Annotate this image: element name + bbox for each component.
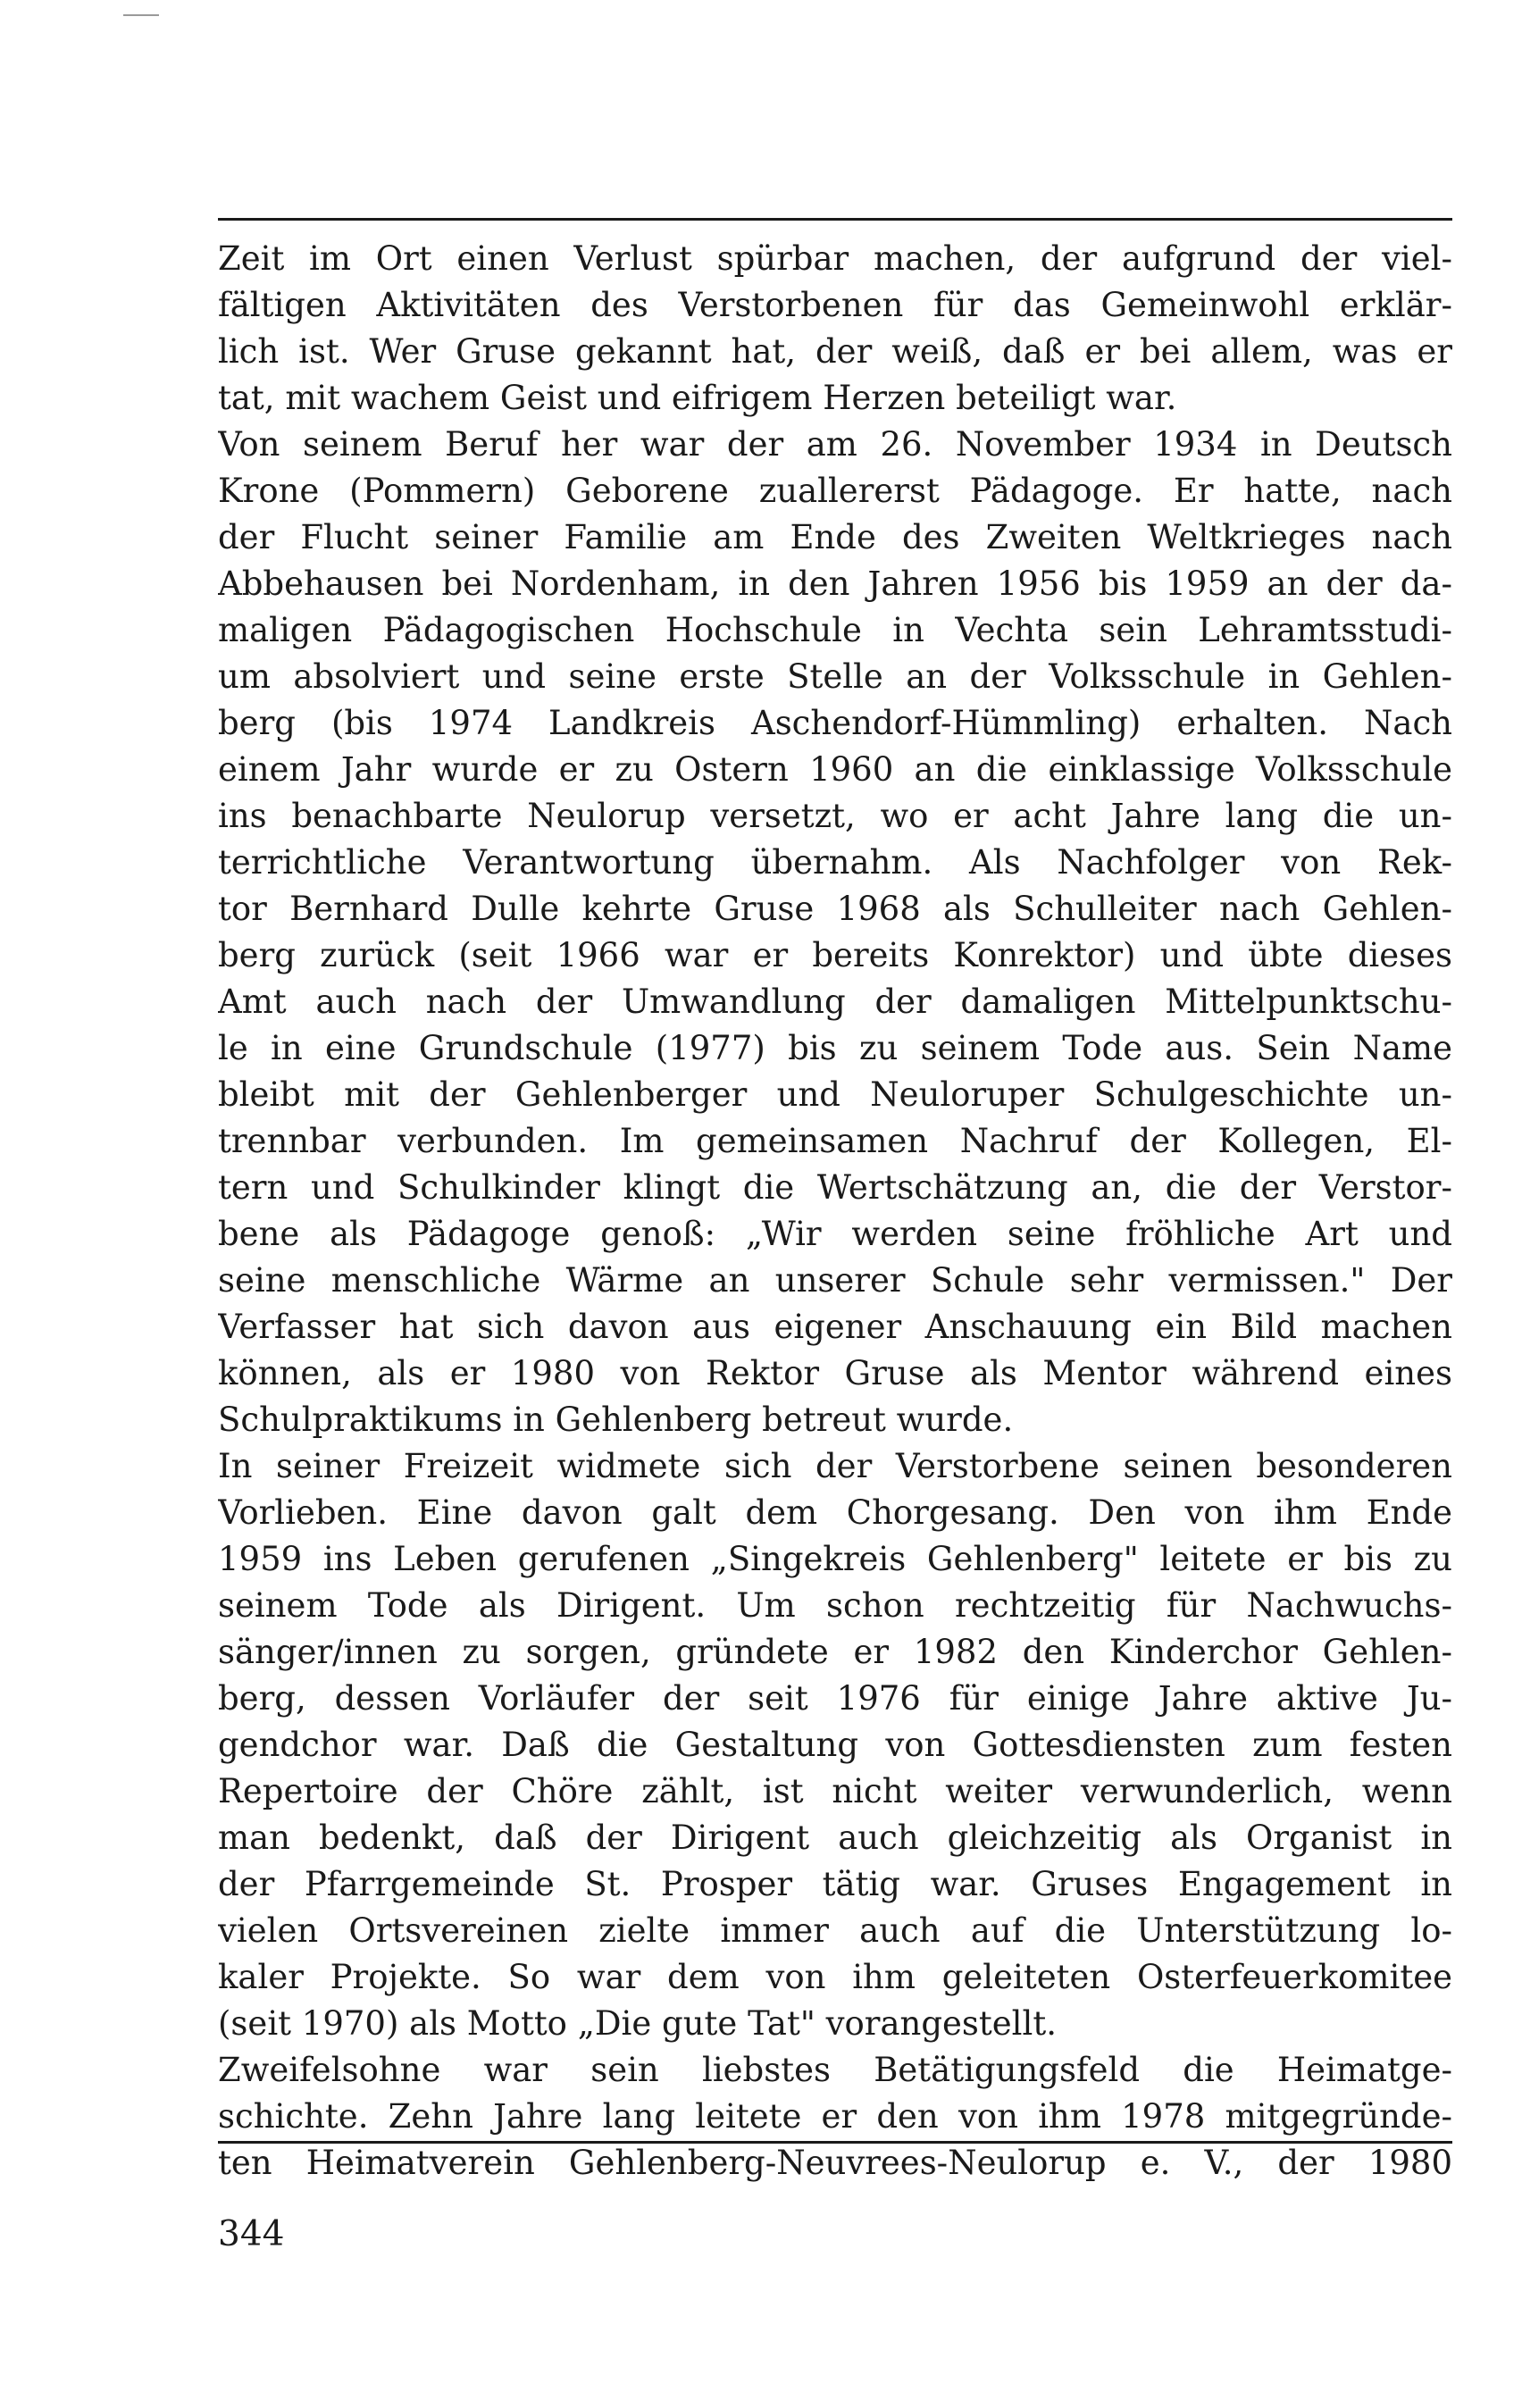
text-line: (seit 1970) als Motto „Die gute Tat" vorangestellt. bbox=[218, 2004, 1057, 2043]
text-line: Abbehausen bei Nordenham, in den Jahren 1956 bis 1959 an der da- bbox=[218, 564, 1452, 603]
text-line: berg (bis 1974 Landkreis Aschendorf-Hümmling) erhalten. Nach bbox=[218, 704, 1452, 742]
text-line: schichte. Zehn Jahre lang leitete er den von ihm 1978 mitgegründe- bbox=[218, 2097, 1452, 2136]
text-line: trennbar verbunden. Im gemeinsamen Nachruf der Kollegen, El- bbox=[218, 1122, 1452, 1160]
text-line: sänger/innen zu sorgen, gründete er 1982 den Kinderchor Gehlen- bbox=[218, 1633, 1452, 1671]
text-line: gendchor war. Daß die Gestaltung von Gottesdiensten zum festen bbox=[218, 1726, 1452, 1764]
text-line: ins benachbarte Neulorup versetzt, wo er acht Jahre lang die un- bbox=[218, 797, 1452, 835]
text-line: terrichtliche Verantwortung übernahm. Als Nachfolger von Rek- bbox=[218, 843, 1452, 882]
footer-rule bbox=[218, 2141, 1452, 2144]
scan-corner-mark bbox=[123, 14, 159, 16]
text-line: kaler Projekte. So war dem von ihm geleiteten Osterfeuerkomitee bbox=[218, 1958, 1452, 1996]
text-line: tat, mit wachem Geist und eifrigem Herzen beteiligt war. bbox=[218, 379, 1177, 417]
text-line: berg zurück (seit 1966 war er bereits Konrektor) und übte dieses bbox=[218, 936, 1452, 974]
text-line: bene als Pädagoge genoß: „Wir werden seine fröhliche Art und bbox=[218, 1215, 1452, 1253]
page-number: 344 bbox=[218, 2214, 285, 2254]
text-line: Repertoire der Chöre zählt, ist nicht weiter verwunderlich, wenn bbox=[218, 1772, 1452, 1810]
text-line: Krone (Pommern) Geborene zuallererst Pädagoge. Er hatte, nach bbox=[218, 472, 1452, 510]
text-line: seinem Tode als Dirigent. Um schon rechtzeitig für Nachwuchs- bbox=[218, 1586, 1452, 1625]
text-line: maligen Pädagogischen Hochschule in Vechta sein Lehramtsstudi- bbox=[218, 611, 1452, 649]
text-line: Amt auch nach der Umwandlung der damaligen Mittelpunktschu- bbox=[218, 982, 1452, 1021]
text-line: seine menschliche Wärme an unserer Schule sehr vermissen." Der bbox=[218, 1261, 1452, 1300]
text-line: der Flucht seiner Familie am Ende des Zweiten Weltkrieges nach bbox=[218, 518, 1452, 556]
text-line: ten Heimatverein Gehlenberg-Neuvrees-Neulorup e. V., der 1980 bbox=[218, 2144, 1452, 2182]
text-line: Vorlieben. Eine davon galt dem Chorgesang. Den von ihm Ende bbox=[218, 1493, 1452, 1532]
text-line: der Pfarrgemeinde St. Prosper tätig war. Gruses Engagement in bbox=[218, 1865, 1452, 1903]
text-line: fältigen Aktivitäten des Verstorbenen für das Gemeinwohl erklär- bbox=[218, 286, 1452, 324]
text-line: Schulpraktikums in Gehlenberg betreut wurde. bbox=[218, 1400, 1014, 1439]
text-line: bleibt mit der Gehlenberger und Neuloruper Schulgeschichte un- bbox=[218, 1075, 1452, 1114]
body-text bbox=[218, 236, 1452, 2186]
text-line: können, als er 1980 von Rektor Gruse als Mentor während eines bbox=[218, 1354, 1452, 1392]
text-line: vielen Ortsvereinen zielte immer auch auf die Unterstützung lo- bbox=[218, 1911, 1452, 1950]
text-line: man bedenkt, daß der Dirigent auch gleichzeitig als Organist in bbox=[218, 1819, 1452, 1857]
text-line: einem Jahr wurde er zu Ostern 1960 an die einklassige Volksschule bbox=[218, 750, 1452, 789]
text-line: lich ist. Wer Gruse gekannt hat, der weiß, daß er bei allem, was er bbox=[218, 332, 1452, 371]
text-line: Verfasser hat sich davon aus eigener Anschauung ein Bild machen bbox=[218, 1308, 1452, 1346]
header-rule bbox=[218, 218, 1452, 221]
text-line: tor Bernhard Dulle kehrte Gruse 1968 als Schulleiter nach Gehlen- bbox=[218, 890, 1452, 928]
text-line: Zweifelsohne war sein liebstes Betätigungsfeld die Heimatge- bbox=[218, 2051, 1452, 2089]
text-line: le in eine Grundschule (1977) bis zu seinem Tode aus. Sein Name bbox=[218, 1029, 1452, 1067]
text-line: 1959 ins Leben gerufenen „Singekreis Gehlenberg" leitete er bis zu bbox=[218, 1540, 1452, 1578]
text-line: berg, dessen Vorläufer der seit 1976 für einige Jahre aktive Ju- bbox=[218, 1679, 1452, 1718]
text-line: In seiner Freizeit widmete sich der Verstorbene seinen besonderen bbox=[218, 1447, 1452, 1485]
text-line: Zeit im Ort einen Verlust spürbar machen, der aufgrund der viel- bbox=[218, 239, 1452, 278]
text-line: um absolviert und seine erste Stelle an der Volksschule in Gehlen- bbox=[218, 657, 1452, 696]
text-line: Von seinem Beruf her war der am 26. November 1934 in Deutsch bbox=[218, 425, 1452, 464]
text-line: tern und Schulkinder klingt die Wertschätzung an, die der Verstor- bbox=[218, 1168, 1452, 1207]
